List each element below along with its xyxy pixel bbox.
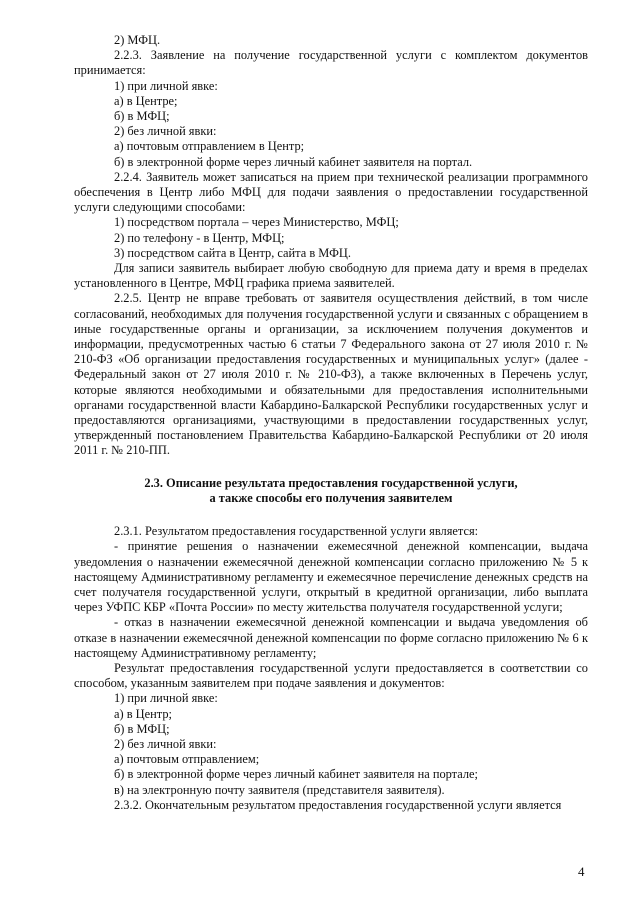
list-item: 2) без личной явки: xyxy=(114,124,217,139)
section-heading-2-3 xyxy=(74,476,588,506)
paragraph: Для записи заявитель выбирает любую свободную для приема дату и время в пределах установленного в Центре, МФЦ графика приема заявителей. xyxy=(74,261,588,291)
list-item: - отказ в назначении ежемесячной денежной компенсации и выдача уведомления об отказе в назначении ежемесячной денежной компенсации по форме согласно приложению № 6 к настоящему Административному регламенту; xyxy=(74,615,588,660)
list-item: а) в Центре; xyxy=(114,93,178,108)
page-number: 4 xyxy=(578,864,585,879)
list-item: б) в МФЦ; xyxy=(114,109,170,124)
list-item: а) в Центр; xyxy=(114,706,172,721)
heading-line-2: а также способы его получения заявителем xyxy=(209,490,453,505)
list-item: б) в электронной форме через личный кабинет заявителя на портал. xyxy=(114,154,473,169)
list-item: 1) при личной явке: xyxy=(114,691,218,706)
list-item: в) на электронную почту заявителя (представителя заявителя). xyxy=(114,782,445,797)
paragraph-2-2-3: 2.2.3. Заявление на получение государственной услуги с комплектом документов принимается: xyxy=(74,48,588,78)
list-item: - принятие решения о назначении ежемесячной денежной компенсации, выдача уведомления о назначении ежемесячной денежной компенсации согласно приложению № 5 к настоящему Административному регламенту и ежемесячное перечисление денежных средств на счет получателя государственной услуги, открытый в кредитной организации, либо выплата через УФПС КБР «Почта России» по месту жительства получателя государственной услуги; xyxy=(74,539,588,615)
list-item: 2) МФЦ. xyxy=(114,33,161,47)
list-item: а) почтовым отправлением; xyxy=(114,752,260,767)
list-item: 1) посредством портала – через Министерство, МФЦ; xyxy=(114,215,399,230)
list-item: 1) при личной явке: xyxy=(114,78,218,93)
list-item: 2) по телефону - в Центр, МФЦ; xyxy=(114,230,285,245)
paragraph-2-2-5: 2.2.5. Центр не вправе требовать от заявителя осуществления действий, в том числе согласований, необходимых для получения государственной услуги и связанных с обращением в иные государственные органы и организации, за исключением получения документов и информации, предусмотренных частью 6 статьи 7 Федерального закона от 27 июля 2010 г. № 210-ФЗ «Об организации предоставления государственных и муниципальных услуг» (далее - Федеральный закон от 27 июля 2010 г. № 210-ФЗ), а также включенных в Перечень услуг, которые являются необходимыми и обязательными для предоставления исполнительными органами государственной власти Кабардино-Балкарской Республики государственных услуг и предоставляются организациями, участвующими в предоставлении государственных услуг, утвержденный постановлением Правительства Кабардино-Балкарской Республики от 20 июля 2011 г. № 210-ПП. xyxy=(74,291,588,458)
paragraph: Результат предоставления государственной услуги предоставляется в соответствии со способом, указанным заявителем при подаче заявления и документов: xyxy=(74,660,588,691)
document-body xyxy=(74,33,588,813)
list-item: 2) без личной явки: xyxy=(114,736,217,751)
list-item: а) почтовым отправлением в Центр; xyxy=(114,139,305,154)
paragraph-2-3-1: 2.3.1. Результатом предоставления государственной услуги является: xyxy=(114,524,479,539)
heading-line-1: 2.3. Описание результата предоставления государственной услуги, xyxy=(144,475,518,490)
paragraph-2-2-4: 2.2.4. Заявитель может записаться на прием при технической реализации программного обеспечения в Центр либо МФЦ для подачи заявления о предоставлении государственной услуги следующими способами: xyxy=(74,169,588,215)
list-item: 3) посредством сайта в Центр, сайта в МФЦ. xyxy=(114,245,351,260)
list-item: б) в МФЦ; xyxy=(114,721,170,736)
list-item: б) в электронной форме через личный кабинет заявителя на портале; xyxy=(114,767,478,782)
paragraph-2-3-2: 2.3.2. Окончательным результатом предоставления государственной услуги является xyxy=(114,797,562,812)
